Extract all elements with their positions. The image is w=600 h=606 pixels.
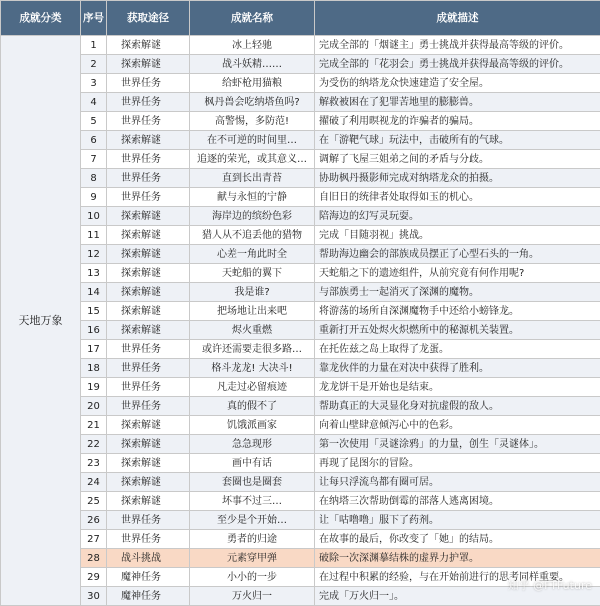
path-cell: 探索解谜 [107, 226, 190, 245]
desc-cell: 第一次使用「灵谜涂鸦」的力量，创生「灵谜体」。 [315, 435, 600, 454]
name-cell: 至少是个开始… [190, 511, 315, 530]
header-row [1, 1, 600, 36]
name-cell: 套圈也是圈套 [190, 473, 315, 492]
table-row [1, 226, 600, 245]
index-cell: 9 [81, 188, 107, 207]
table-row [1, 55, 600, 74]
desc-cell: 天蛇船之下的遗迹组件，从前究竟有何作用呢? [315, 264, 600, 283]
path-cell: 世界任务 [107, 511, 190, 530]
header-path: 获取途径 [107, 1, 190, 36]
desc-cell: 龙龙饼干是开始也是结束。 [315, 378, 600, 397]
desc-cell: 让每只浮流鸟都有圈可居。 [315, 473, 600, 492]
name-cell: 我是谁? [190, 283, 315, 302]
desc-cell: 完成「万火归一」。 [315, 587, 600, 606]
name-cell: 烬火重燃 [190, 321, 315, 340]
path-cell: 世界任务 [107, 530, 190, 549]
path-cell: 世界任务 [107, 150, 190, 169]
index-cell: 17 [81, 340, 107, 359]
desc-cell: 为受伤的纳塔龙众快速建造了安全屋。 [315, 74, 600, 93]
table-row [1, 492, 600, 511]
table-row [1, 207, 600, 226]
name-cell: 枫丹兽会吃纳塔鱼吗? [190, 93, 315, 112]
path-cell: 探索解谜 [107, 264, 190, 283]
desc-cell: 与部族勇士一起消灭了深渊的魔物。 [315, 283, 600, 302]
desc-cell: 再现了昆图尔的冒险。 [315, 454, 600, 473]
table-row [1, 416, 600, 435]
desc-cell: 在「游靶气球」玩法中，击破所有的气球。 [315, 131, 600, 150]
name-cell: 海岸边的缤纷色彩 [190, 207, 315, 226]
name-cell: 坏事不过三… [190, 492, 315, 511]
index-cell: 6 [81, 131, 107, 150]
desc-cell: 完成全部的「烟谜主」勇士挑战并获得最高等级的评价。 [315, 36, 600, 55]
table-row [1, 36, 600, 55]
table-row [1, 530, 600, 549]
name-cell: 战斗妖精…… [190, 55, 315, 74]
name-cell: 高警惕，多防范! [190, 112, 315, 131]
index-cell: 1 [81, 36, 107, 55]
table-row [1, 511, 600, 530]
index-cell: 10 [81, 207, 107, 226]
path-cell: 探索解谜 [107, 302, 190, 321]
desc-cell: 自旧日的统律者处取得如玉的机心。 [315, 188, 600, 207]
path-cell: 探索解谜 [107, 416, 190, 435]
index-cell: 8 [81, 169, 107, 188]
table-row [1, 340, 600, 359]
index-cell: 3 [81, 74, 107, 93]
desc-cell: 靠龙伙伴的力量在对决中获得了胜利。 [315, 359, 600, 378]
path-cell: 世界任务 [107, 359, 190, 378]
name-cell: 格斗龙龙! 大决斗! [190, 359, 315, 378]
table-row [1, 150, 600, 169]
index-cell: 29 [81, 568, 107, 587]
table-row [1, 302, 600, 321]
desc-cell: 重新打开五处烬火炽燃所中的秘源机关装置。 [315, 321, 600, 340]
index-cell: 24 [81, 473, 107, 492]
index-cell: 11 [81, 226, 107, 245]
path-cell: 世界任务 [107, 188, 190, 207]
table-row [1, 169, 600, 188]
path-cell: 探索解谜 [107, 492, 190, 511]
table-body [1, 36, 600, 606]
index-cell: 21 [81, 416, 107, 435]
desc-cell: 将游荡的场所自深渊魔物手中还给小螃锋龙。 [315, 302, 600, 321]
table-row [1, 93, 600, 112]
name-cell: 真的假不了 [190, 397, 315, 416]
name-cell: 猎人从不追丢他的猎物 [190, 226, 315, 245]
name-cell: 心差一角此时全 [190, 245, 315, 264]
desc-cell: 陪海边的幻写灵玩耍。 [315, 207, 600, 226]
table-row [1, 397, 600, 416]
name-cell: 冰上轻驰 [190, 36, 315, 55]
index-cell: 27 [81, 530, 107, 549]
index-cell: 4 [81, 93, 107, 112]
index-cell: 20 [81, 397, 107, 416]
path-cell: 战斗挑战 [107, 549, 190, 568]
name-cell: 给虾枪用猫粮 [190, 74, 315, 93]
desc-cell: 向着山壁肆意倾泻心中的色彩。 [315, 416, 600, 435]
index-cell: 25 [81, 492, 107, 511]
path-cell: 世界任务 [107, 74, 190, 93]
path-cell: 探索解谜 [107, 55, 190, 74]
index-cell: 23 [81, 454, 107, 473]
desc-cell: 在纳塔三次帮助倒霉的部落人逃离困境。 [315, 492, 600, 511]
table-row [1, 188, 600, 207]
index-cell: 28 [81, 549, 107, 568]
name-cell: 元素穿甲弹 [190, 549, 315, 568]
table-row [1, 435, 600, 454]
table-row [1, 245, 600, 264]
path-cell: 世界任务 [107, 397, 190, 416]
desc-cell: 在过程中积累的经验，与在开始前进行的思考同样重要。 [315, 568, 600, 587]
path-cell: 世界任务 [107, 93, 190, 112]
name-cell: 或许还需要走很多路… [190, 340, 315, 359]
watermark: 知乎 @FTFuture [508, 577, 592, 593]
header-desc: 成就描述 [315, 1, 600, 36]
path-cell: 魔神任务 [107, 587, 190, 606]
desc-cell: 解救被困在了犯罪苦地里的膨膨兽。 [315, 93, 600, 112]
table-row [1, 112, 600, 131]
header-index: 序号 [81, 1, 107, 36]
path-cell: 世界任务 [107, 112, 190, 131]
table-row [1, 549, 600, 568]
desc-cell: 破除一次深渊摹结株的虚界力护罩。 [315, 549, 600, 568]
path-cell: 探索解谜 [107, 245, 190, 264]
desc-cell: 让「咕噜噜」服下了药剂。 [315, 511, 600, 530]
name-cell: 直到长出青苔 [190, 169, 315, 188]
path-cell: 魔神任务 [107, 568, 190, 587]
table-row [1, 283, 600, 302]
desc-cell: 在故事的最后，你改变了「她」的结局。 [315, 530, 600, 549]
index-cell: 13 [81, 264, 107, 283]
table-row [1, 321, 600, 340]
desc-cell: 擢破了利用暝视龙的诈骗者的骗局。 [315, 112, 600, 131]
table-row [1, 378, 600, 397]
desc-cell: 协助枫丹摄影师完成对纳塔龙众的拍摄。 [315, 169, 600, 188]
index-cell: 22 [81, 435, 107, 454]
name-cell: 急急现形 [190, 435, 315, 454]
index-cell: 12 [81, 245, 107, 264]
name-cell: 小小的一步 [190, 568, 315, 587]
index-cell: 15 [81, 302, 107, 321]
path-cell: 世界任务 [107, 378, 190, 397]
path-cell: 探索解谜 [107, 435, 190, 454]
header-name: 成就名称 [190, 1, 315, 36]
name-cell: 把场地让出来吧 [190, 302, 315, 321]
name-cell: 画中有话 [190, 454, 315, 473]
name-cell: 勇者的归途 [190, 530, 315, 549]
index-cell: 30 [81, 587, 107, 606]
table-row [1, 454, 600, 473]
name-cell: 凡走过必留痕迹 [190, 378, 315, 397]
name-cell: 献与永恒的宁静 [190, 188, 315, 207]
path-cell: 探索解谜 [107, 473, 190, 492]
table-row [1, 359, 600, 378]
table-row [1, 74, 600, 93]
desc-cell: 完成全部的「花羽会」勇士挑战并获得最高等级的评价。 [315, 55, 600, 74]
name-cell: 追逐的荣光，或其意义… [190, 150, 315, 169]
path-cell: 世界任务 [107, 340, 190, 359]
header-category: 成就分类 [1, 1, 81, 36]
path-cell: 探索解谜 [107, 321, 190, 340]
name-cell: 饥饿派画家 [190, 416, 315, 435]
desc-cell: 帮助真正的大灵显化身对抗虚假的敌人。 [315, 397, 600, 416]
table-row [1, 131, 600, 150]
name-cell: 在不可逆的时间里… [190, 131, 315, 150]
index-cell: 26 [81, 511, 107, 530]
name-cell: 天蛇船的翼下 [190, 264, 315, 283]
index-cell: 19 [81, 378, 107, 397]
path-cell: 探索解谜 [107, 283, 190, 302]
name-cell: 万火归一 [190, 587, 315, 606]
table-row [1, 264, 600, 283]
path-cell: 探索解谜 [107, 131, 190, 150]
desc-cell: 帮助海边幽会的部族成员摆正了心型石头的一角。 [315, 245, 600, 264]
index-cell: 18 [81, 359, 107, 378]
table-row [1, 473, 600, 492]
index-cell: 16 [81, 321, 107, 340]
path-cell: 世界任务 [107, 169, 190, 188]
index-cell: 14 [81, 283, 107, 302]
desc-cell: 在托佐兹之岛上取得了龙蛋。 [315, 340, 600, 359]
path-cell: 探索解谜 [107, 454, 190, 473]
index-cell: 7 [81, 150, 107, 169]
path-cell: 探索解谜 [107, 36, 190, 55]
category-cell: 天地万象 [1, 36, 81, 606]
desc-cell: 完成「目随羽视」挑战。 [315, 226, 600, 245]
desc-cell: 调解了飞屋三姐弟之间的矛盾与分歧。 [315, 150, 600, 169]
index-cell: 5 [81, 112, 107, 131]
path-cell: 探索解谜 [107, 207, 190, 226]
index-cell: 2 [81, 55, 107, 74]
